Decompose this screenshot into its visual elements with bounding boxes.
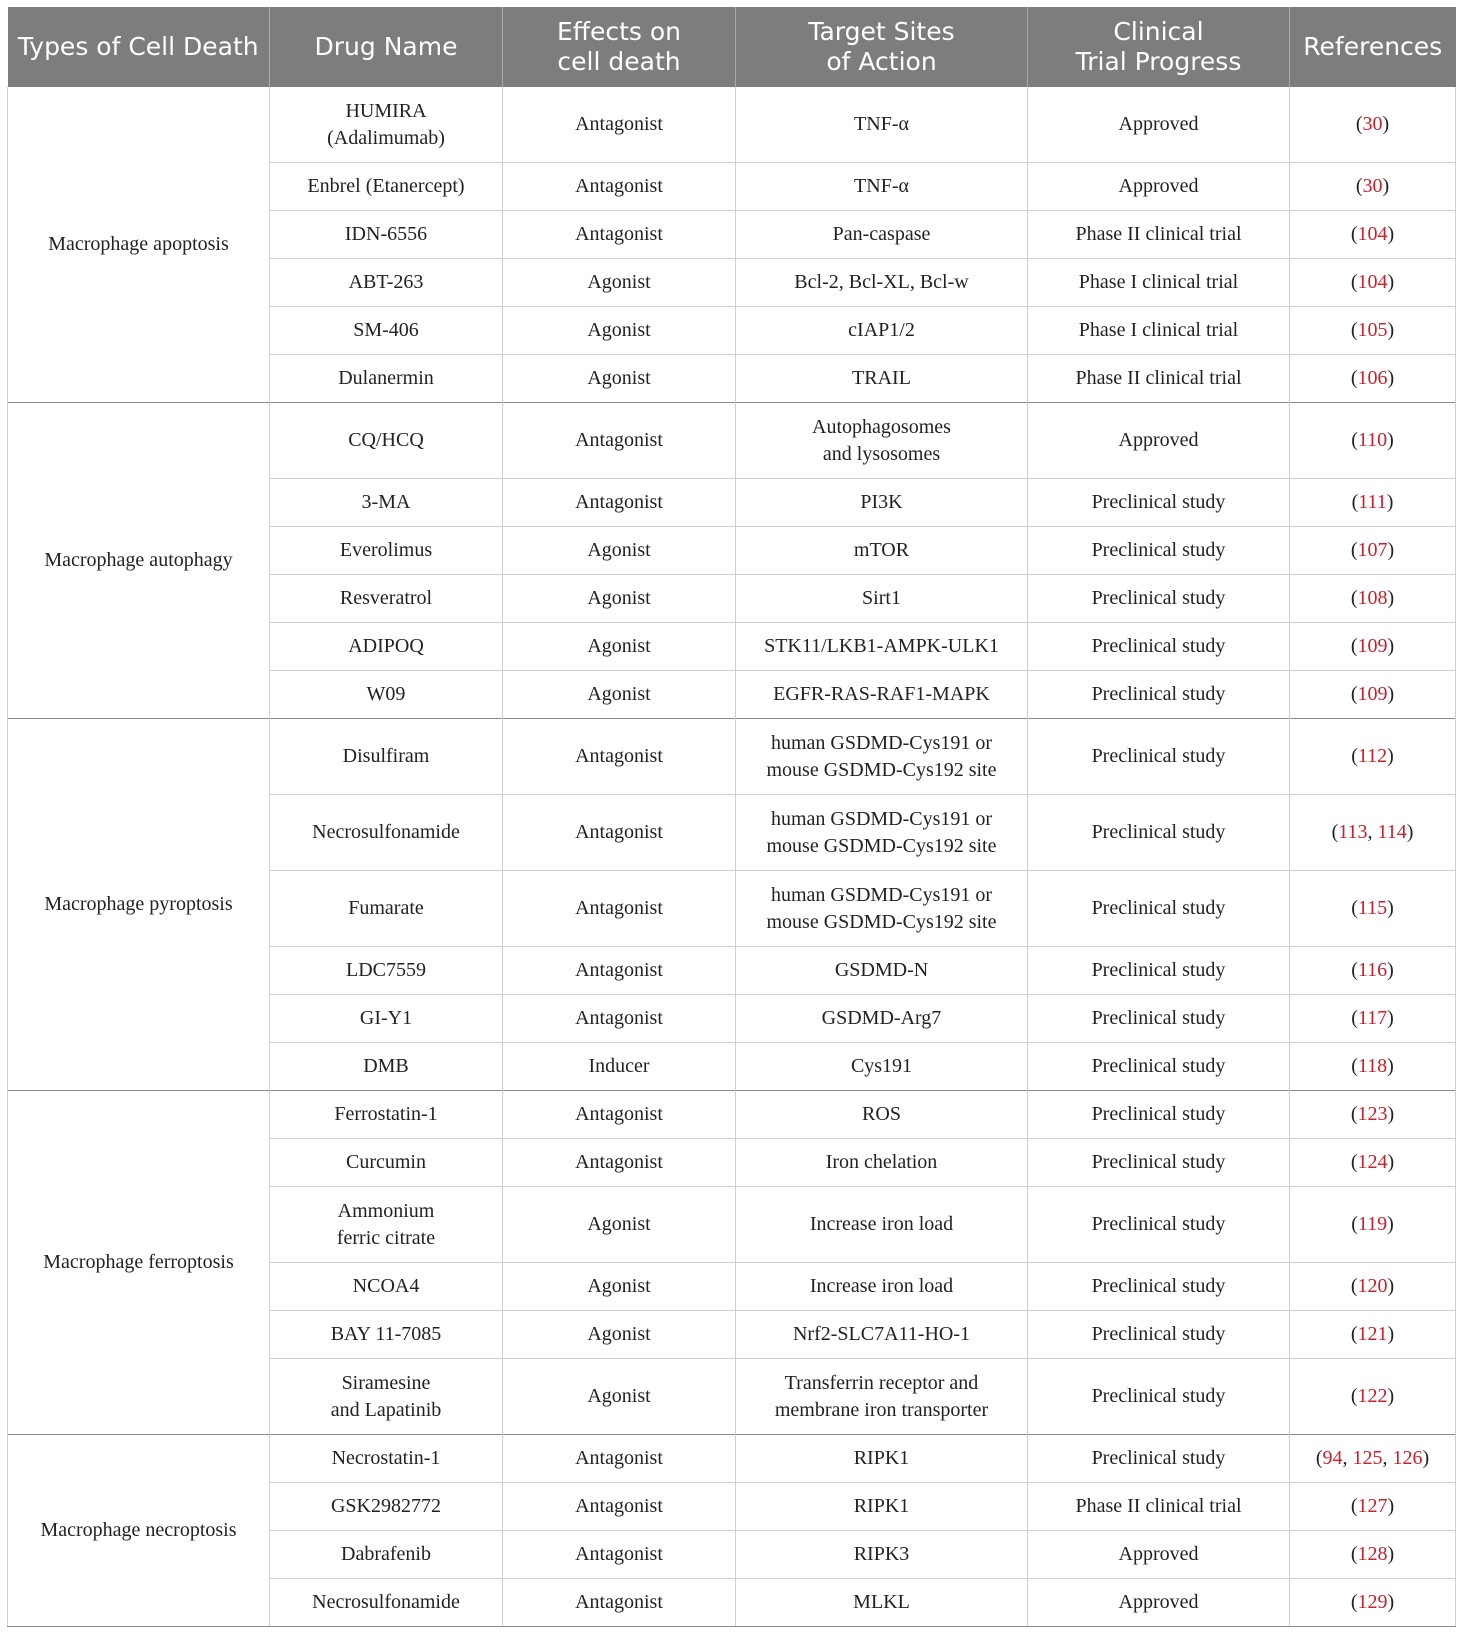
clinical-progress: Preclinical study [1028, 947, 1290, 995]
reference-link[interactable]: 104 [1357, 271, 1388, 293]
table-header [8, 7, 1456, 87]
target-site [736, 1531, 1028, 1579]
text-line: TNF-α [854, 175, 909, 197]
text-line: Cys191 [850, 1055, 913, 1077]
text-line: mouse GSDMD-Cys192 site [766, 758, 997, 781]
text-line: Necrosulfonamide [312, 1591, 460, 1613]
text-line: Dulanermin [338, 367, 434, 389]
text-line: of Action [826, 47, 937, 76]
reference-link[interactable]: 117 [1357, 1007, 1388, 1029]
cell-death-type: Macrophage autophagy [8, 403, 270, 719]
references-cell: (120) [1290, 1263, 1456, 1311]
text-line: GSDMD-Arg7 [821, 1007, 942, 1029]
reference-link[interactable]: 104 [1357, 223, 1388, 245]
references-cell: (110) [1290, 403, 1456, 479]
text-line: Fumarate [348, 897, 424, 919]
header-row [8, 7, 1456, 87]
text-line: human GSDMD-Cys191 or [770, 807, 993, 830]
table-body [8, 87, 1456, 1627]
table-row [8, 403, 1456, 479]
text-line: human GSDMD-Cys191 or [770, 883, 993, 906]
target-site [736, 307, 1028, 355]
drug-name [270, 87, 503, 163]
effect-on-cell-death: Antagonist [503, 1579, 736, 1627]
text-line: GI-Y1 [359, 1007, 413, 1029]
effect-on-cell-death: Antagonist [503, 1139, 736, 1187]
text-line: Necrostatin-1 [331, 1447, 441, 1469]
text-line: Clinical [1113, 17, 1204, 46]
table-row [8, 1091, 1456, 1139]
drug-name [270, 575, 503, 623]
drug-name [270, 355, 503, 403]
references-cell: (112) [1290, 719, 1456, 795]
text-line: TRAIL [852, 367, 911, 389]
clinical-progress: Phase II clinical trial [1028, 355, 1290, 403]
text-line: ROS [862, 1103, 901, 1125]
effect-on-cell-death: Agonist [503, 527, 736, 575]
references-cell: (94, 125, 126) [1290, 1435, 1456, 1483]
text-line: GSK2982772 [330, 1495, 441, 1517]
reference-link[interactable]: 116 [1357, 959, 1388, 981]
clinical-progress: Preclinical study [1028, 1263, 1290, 1311]
drug-name [270, 1139, 503, 1187]
target-site [736, 947, 1028, 995]
header-clinical-progress [1028, 7, 1290, 87]
references-cell: (127) [1290, 1483, 1456, 1531]
references-cell: (122) [1290, 1359, 1456, 1435]
reference-link[interactable]: 121 [1357, 1323, 1388, 1345]
text-line: mouse GSDMD-Cys192 site [766, 834, 997, 857]
drug-name [270, 1359, 503, 1435]
effect-on-cell-death: Antagonist [503, 795, 736, 871]
text-line: BAY 11-7085 [330, 1323, 442, 1345]
effect-on-cell-death: Agonist [503, 671, 736, 719]
effect-on-cell-death: Agonist [503, 1311, 736, 1359]
text-line: cell death [557, 47, 681, 76]
text-line: mTOR [853, 539, 910, 561]
drug-name [270, 527, 503, 575]
text-line: membrane iron transporter [774, 1398, 989, 1421]
reference-link[interactable]: 111 [1358, 491, 1387, 513]
effect-on-cell-death: Antagonist [503, 163, 736, 211]
text-line: GSDMD-N [834, 959, 929, 981]
references-cell: (30) [1290, 87, 1456, 163]
clinical-progress: Preclinical study [1028, 995, 1290, 1043]
reference-link[interactable]: 125 [1352, 1447, 1383, 1469]
target-site [736, 995, 1028, 1043]
text-line: HUMIRA [345, 99, 427, 122]
text-line: Target Sites [808, 17, 955, 46]
drug-name [270, 307, 503, 355]
text-line: Curcumin [346, 1151, 426, 1173]
effect-on-cell-death: Agonist [503, 575, 736, 623]
header-types-of-cell-death [8, 7, 270, 87]
clinical-progress: Preclinical study [1028, 1187, 1290, 1263]
header-target-sites [736, 7, 1028, 87]
effect-on-cell-death: Agonist [503, 623, 736, 671]
drug-name [270, 995, 503, 1043]
effect-on-cell-death: Antagonist [503, 995, 736, 1043]
reference-link[interactable]: 122 [1357, 1385, 1388, 1407]
text-line: Effects on [556, 17, 682, 46]
target-site [736, 259, 1028, 307]
reference-link[interactable]: 109 [1357, 635, 1388, 657]
text-line: RIPK3 [853, 1543, 910, 1565]
text-line: Enbrel (Etanercept) [307, 175, 465, 197]
cell-death-type: Macrophage apoptosis [8, 87, 270, 403]
references-cell: (109) [1290, 623, 1456, 671]
text-line: ADIPOQ [348, 635, 424, 657]
references-cell: (107) [1290, 527, 1456, 575]
text-line: and lysosomes [822, 442, 941, 465]
target-site [736, 1359, 1028, 1435]
text-line: Pan-caspase [832, 223, 931, 245]
references-cell: (123) [1290, 1091, 1456, 1139]
drug-name [270, 719, 503, 795]
header-references [1290, 7, 1456, 87]
target-site [736, 1187, 1028, 1263]
reference-link[interactable]: 124 [1357, 1151, 1388, 1173]
reference-link[interactable]: 30 [1362, 113, 1383, 135]
clinical-progress: Preclinical study [1028, 719, 1290, 795]
effect-on-cell-death: Antagonist [503, 1531, 736, 1579]
text-line: STK11/LKB1-AMPK-ULK1 [764, 635, 999, 657]
references-cell: (109) [1290, 671, 1456, 719]
reference-link[interactable]: 109 [1357, 683, 1388, 705]
clinical-progress: Phase II clinical trial [1028, 211, 1290, 259]
target-site [736, 87, 1028, 163]
target-site [736, 527, 1028, 575]
references-cell: (104) [1290, 259, 1456, 307]
effect-on-cell-death: Antagonist [503, 1435, 736, 1483]
target-site [736, 163, 1028, 211]
clinical-progress: Preclinical study [1028, 671, 1290, 719]
table-row [8, 1435, 1456, 1483]
effect-on-cell-death: Inducer [503, 1043, 736, 1091]
clinical-progress: Preclinical study [1028, 527, 1290, 575]
text-line: mouse GSDMD-Cys192 site [766, 910, 997, 933]
effect-on-cell-death: Agonist [503, 259, 736, 307]
text-line: human GSDMD-Cys191 or [770, 731, 993, 754]
table-row [8, 719, 1456, 795]
text-line: Resveratrol [339, 587, 433, 609]
text-line: EGFR-RAS-RAF1-MAPK [773, 683, 990, 705]
clinical-progress: Preclinical study [1028, 1311, 1290, 1359]
clinical-progress: Phase I clinical trial [1028, 307, 1290, 355]
reference-link[interactable]: 112 [1357, 745, 1388, 767]
effect-on-cell-death: Agonist [503, 1187, 736, 1263]
header-effects [503, 7, 736, 87]
text-line: Drug Name [314, 32, 458, 61]
text-line: Nrf2-SLC7A11-HO-1 [792, 1323, 970, 1345]
references-cell: (118) [1290, 1043, 1456, 1091]
effect-on-cell-death: Antagonist [503, 1483, 736, 1531]
clinical-progress: Preclinical study [1028, 1139, 1290, 1187]
text-line: ferric citrate [336, 1226, 436, 1249]
drug-name [270, 871, 503, 947]
table-row [8, 87, 1456, 163]
target-site [736, 1579, 1028, 1627]
references-cell: (119) [1290, 1187, 1456, 1263]
target-site [736, 1483, 1028, 1531]
clinical-progress: Phase I clinical trial [1028, 259, 1290, 307]
text-line: NCOA4 [352, 1275, 420, 1297]
reference-link[interactable]: 123 [1357, 1103, 1388, 1125]
drug-name [270, 671, 503, 719]
reference-link[interactable]: 106 [1357, 367, 1388, 389]
cell-death-type: Macrophage ferroptosis [8, 1091, 270, 1435]
drug-name [270, 947, 503, 995]
text-line: IDN-6556 [344, 223, 428, 245]
references-cell: (30) [1290, 163, 1456, 211]
text-line: Iron chelation [825, 1151, 938, 1173]
clinical-progress: Approved [1028, 403, 1290, 479]
reference-link[interactable]: 118 [1357, 1055, 1388, 1077]
text-line: W09 [366, 683, 406, 705]
target-site [736, 871, 1028, 947]
reference-link[interactable]: 94 [1322, 1447, 1343, 1469]
references-cell: (116) [1290, 947, 1456, 995]
effect-on-cell-death: Antagonist [503, 87, 736, 163]
clinical-progress: Preclinical study [1028, 795, 1290, 871]
reference-link[interactable]: 110 [1357, 429, 1388, 451]
effect-on-cell-death: Antagonist [503, 871, 736, 947]
clinical-progress: Preclinical study [1028, 1359, 1290, 1435]
drug-name [270, 1187, 503, 1263]
references-cell: (104) [1290, 211, 1456, 259]
reference-link[interactable]: 107 [1357, 539, 1388, 561]
target-site [736, 211, 1028, 259]
text-line: SM-406 [353, 319, 419, 341]
drug-name [270, 403, 503, 479]
target-site [736, 479, 1028, 527]
references-cell: (108) [1290, 575, 1456, 623]
references-cell: (106) [1290, 355, 1456, 403]
drug-name [270, 1435, 503, 1483]
text-line: Increase iron load [809, 1275, 954, 1297]
references-cell: (111) [1290, 479, 1456, 527]
clinical-progress: Preclinical study [1028, 479, 1290, 527]
references-cell: (121) [1290, 1311, 1456, 1359]
clinical-progress: Preclinical study [1028, 1435, 1290, 1483]
reference-link[interactable]: 119 [1357, 1213, 1388, 1235]
target-site [736, 575, 1028, 623]
text-line: RIPK1 [853, 1447, 910, 1469]
cell-death-type: Macrophage necroptosis [8, 1435, 270, 1627]
target-site [736, 1139, 1028, 1187]
text-line: Necrosulfonamide [312, 821, 460, 843]
target-site [736, 1311, 1028, 1359]
clinical-progress: Preclinical study [1028, 575, 1290, 623]
target-site [736, 355, 1028, 403]
text-line: Disulfiram [342, 745, 430, 767]
clinical-progress: Approved [1028, 1579, 1290, 1627]
reference-link[interactable]: 105 [1357, 319, 1388, 341]
drug-name [270, 623, 503, 671]
text-line: TNF-α [854, 113, 909, 135]
text-line: Bcl-2, Bcl-XL, Bcl-w [794, 271, 969, 293]
text-line: Types of Cell Death [17, 32, 259, 61]
drug-name [270, 795, 503, 871]
text-line: Dabrafenib [341, 1543, 431, 1565]
references-cell: (117) [1290, 995, 1456, 1043]
text-line: Transferrin receptor and [784, 1371, 979, 1394]
clinical-progress: Preclinical study [1028, 871, 1290, 947]
drug-name [270, 1311, 503, 1359]
target-site [736, 1435, 1028, 1483]
drug-name [270, 259, 503, 307]
drug-name [270, 1263, 503, 1311]
target-site [736, 671, 1028, 719]
drug-name [270, 211, 503, 259]
references-cell: (113, 114) [1290, 795, 1456, 871]
target-site [736, 1043, 1028, 1091]
drug-name [270, 163, 503, 211]
target-site [736, 795, 1028, 871]
effect-on-cell-death: Antagonist [503, 479, 736, 527]
clinical-progress: Approved [1028, 1531, 1290, 1579]
text-line: Everolimus [339, 539, 433, 561]
header-drug-name [270, 7, 503, 87]
text-line: CQ/HCQ [348, 429, 424, 451]
effect-on-cell-death: Antagonist [503, 403, 736, 479]
text-line: LDC7559 [346, 959, 426, 981]
text-line: References [1303, 32, 1443, 61]
text-line: and Lapatinib [330, 1398, 442, 1421]
target-site [736, 1263, 1028, 1311]
effect-on-cell-death: Antagonist [503, 947, 736, 995]
references-cell: (105) [1290, 307, 1456, 355]
reference-link[interactable]: 129 [1357, 1591, 1388, 1613]
text-line: MLKL [853, 1591, 910, 1613]
text-line: Ferrostatin-1 [334, 1103, 438, 1125]
references-cell: (124) [1290, 1139, 1456, 1187]
effect-on-cell-death: Antagonist [503, 719, 736, 795]
cell-death-type: Macrophage pyroptosis [8, 719, 270, 1091]
text-line: ABT-263 [348, 271, 424, 293]
effect-on-cell-death: Antagonist [503, 211, 736, 259]
drug-name [270, 479, 503, 527]
target-site [736, 1091, 1028, 1139]
reference-link[interactable]: 108 [1357, 587, 1388, 609]
text-line: cIAP1/2 [848, 319, 915, 341]
effect-on-cell-death: Agonist [503, 1263, 736, 1311]
references-cell: (128) [1290, 1531, 1456, 1579]
drug-name [270, 1091, 503, 1139]
target-site [736, 719, 1028, 795]
text-line: DMB [363, 1055, 409, 1077]
text-line: Autophagosomes [812, 415, 951, 438]
target-site [736, 623, 1028, 671]
clinical-progress: Preclinical study [1028, 1043, 1290, 1091]
effect-on-cell-death: Antagonist [503, 1091, 736, 1139]
effect-on-cell-death: Agonist [503, 355, 736, 403]
clinical-progress: Approved [1028, 163, 1290, 211]
effect-on-cell-death: Agonist [503, 1359, 736, 1435]
text-line: RIPK1 [853, 1495, 910, 1517]
text-line: PI3K [860, 491, 903, 513]
reference-link[interactable]: 126 [1392, 1447, 1423, 1469]
reference-link[interactable]: 113 [1338, 821, 1368, 843]
clinical-progress: Phase II clinical trial [1028, 1483, 1290, 1531]
clinical-progress: Preclinical study [1028, 1091, 1290, 1139]
effect-on-cell-death: Agonist [503, 307, 736, 355]
table-container [7, 7, 1455, 1627]
clinical-progress: Approved [1028, 87, 1290, 163]
references-cell: (115) [1290, 871, 1456, 947]
target-site [736, 403, 1028, 479]
drug-table [7, 7, 1456, 1627]
drug-name [270, 1579, 503, 1627]
clinical-progress: Preclinical study [1028, 623, 1290, 671]
drug-name [270, 1043, 503, 1091]
text-line: (Adalimumab) [327, 126, 445, 149]
text-line: 3-MA [361, 491, 411, 513]
reference-link[interactable]: 30 [1362, 175, 1383, 197]
reference-link[interactable]: 128 [1357, 1543, 1388, 1565]
reference-link[interactable]: 120 [1357, 1275, 1388, 1297]
reference-link[interactable]: 115 [1357, 897, 1388, 919]
reference-link[interactable]: 114 [1377, 821, 1407, 843]
drug-name [270, 1483, 503, 1531]
text-line: Trial Progress [1075, 47, 1242, 76]
reference-link[interactable]: 127 [1357, 1495, 1388, 1517]
drug-name [270, 1531, 503, 1579]
text-line: Siramesine [341, 1371, 431, 1394]
text-line: Increase iron load [809, 1213, 954, 1235]
references-cell: (129) [1290, 1579, 1456, 1627]
text-line: Sirt1 [862, 587, 901, 609]
text-line: Ammonium [337, 1199, 435, 1222]
